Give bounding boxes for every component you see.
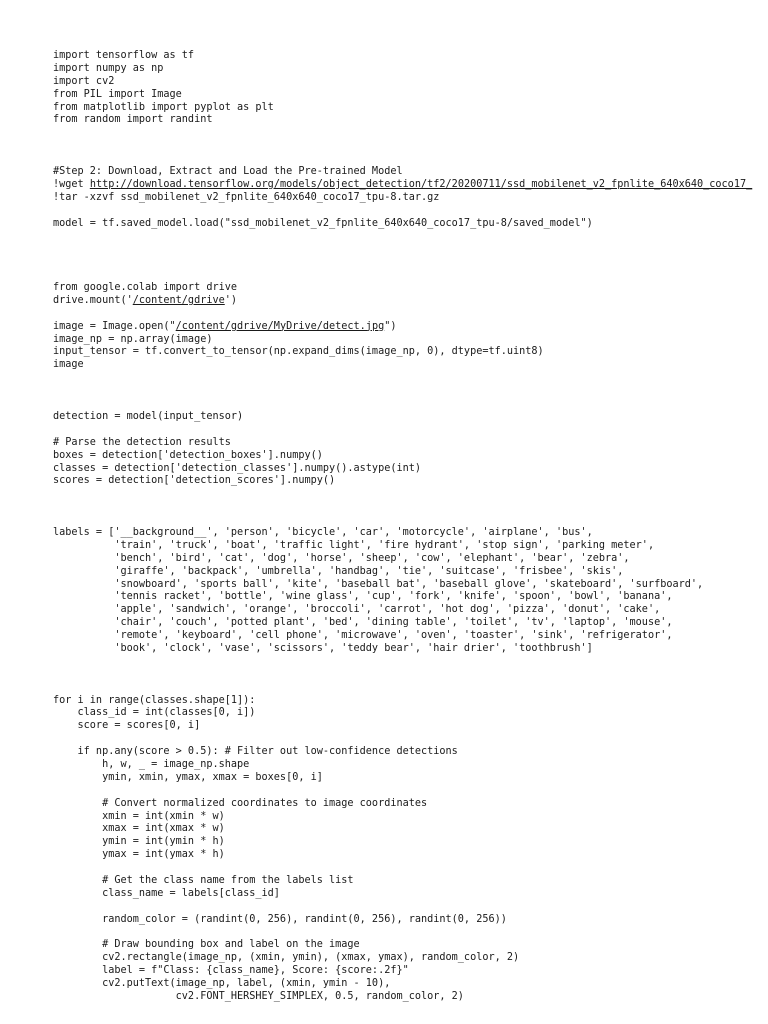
code-text: image (53, 359, 84, 371)
code-line (53, 566, 753, 579)
code-line (53, 695, 753, 708)
code-line (53, 798, 753, 811)
code-line (53, 811, 753, 824)
code-line (53, 630, 753, 643)
code-line (53, 398, 753, 411)
code-line (53, 205, 753, 218)
code-text: # Convert normalized coordinates to image coordinates (53, 797, 428, 809)
code-text: scores = detection['detection_scores'].numpy() (53, 475, 336, 487)
code-link[interactable]: /content/gdrive/MyDrive/detect.jpg (175, 320, 385, 332)
code-text: 'remote', 'keyboard', 'cell phone', 'microwave', 'oven', 'toaster', 'sink', 'refrigerator', (53, 630, 673, 642)
code-line (53, 656, 753, 669)
code-text: random_color = (randint(0, 256), randint(0, 256), randint(0, 256)) (53, 913, 507, 925)
code-line (53, 914, 753, 927)
code-line (53, 901, 753, 914)
code-text: from matplotlib import pyplot as plt (53, 101, 274, 113)
code-text: 'bench', 'bird', 'cat', 'dog', 'horse', 'sheep', 'cow', 'elephant', 'bear', 'zebra', (53, 552, 630, 564)
code-line (53, 192, 753, 205)
code-line (53, 359, 753, 372)
code-line (53, 295, 753, 308)
code-line (53, 179, 753, 192)
code-text: drive.mount(' (53, 294, 133, 306)
code-line (53, 527, 753, 540)
code-line (53, 501, 753, 514)
code-line (53, 321, 753, 334)
code-line (53, 759, 753, 772)
code-line (53, 836, 753, 849)
code-line (53, 140, 753, 153)
code-line (53, 643, 753, 656)
code-line (53, 153, 753, 166)
code-text: ') (224, 294, 238, 306)
code-text: class_id = int(classes[0, i]) (53, 707, 256, 719)
code-line (53, 437, 753, 450)
code-line (53, 604, 753, 617)
code-line (53, 50, 753, 63)
code-line (53, 978, 753, 991)
code-text: 'book', 'clock', 'vase', 'scissors', 'teddy bear', 'hair drier', 'toothbrush'] (53, 642, 593, 654)
code-link[interactable]: /content/gdrive (132, 294, 225, 306)
code-line (53, 720, 753, 733)
code-text: ymax = int(ymax * h) (53, 849, 225, 861)
code-line (53, 269, 753, 282)
code-line (53, 669, 753, 682)
code-line (53, 334, 753, 347)
code-line (53, 218, 753, 231)
code-text: from PIL import Image (53, 88, 182, 100)
code-text: 'apple', 'sandwich', 'orange', 'broccoli', 'carrot', 'hot dog', 'pizza', 'donut', 'cake', (53, 604, 661, 616)
code-text: image_np = np.array(image) (53, 333, 213, 345)
code-line (53, 785, 753, 798)
code-line (53, 939, 753, 952)
code-text: 'snowboard', 'sports ball', 'kite', 'baseball bat', 'baseball glove', 'skateboard', 'surfboard', (53, 578, 704, 590)
code-line (53, 927, 753, 940)
code-line (53, 166, 753, 179)
code-text: if np.any(score > 0.5): # Filter out low-confidence detections (53, 746, 458, 758)
code-line (53, 540, 753, 553)
code-line (53, 114, 753, 127)
code-text: # Draw bounding box and label on the image (53, 939, 360, 951)
code-line (53, 823, 753, 836)
code-line (53, 952, 753, 965)
code-line (53, 89, 753, 102)
code-text: cv2.putText(image_np, label, (xmin, ymin - 10), (53, 978, 391, 990)
code-line (53, 682, 753, 695)
code-line (53, 475, 753, 488)
code-text: h, w, _ = image_np.shape (53, 758, 250, 770)
code-text: 'tennis racket', 'bottle', 'wine glass', 'cup', 'fork', 'knife', 'spoon', 'bowl', 'banana', (53, 591, 673, 603)
code-text: labels = ['__background__', 'person', 'bicycle', 'car', 'motorcycle', 'airplane', 'bus', (53, 526, 593, 538)
code-line (53, 617, 753, 630)
code-line (53, 76, 753, 89)
code-line (53, 707, 753, 720)
code-line (53, 463, 753, 476)
code-text: 'chair', 'couch', 'potted plant', 'bed', 'dining table', 'toilet', 'tv', 'laptop', 'mouse', (53, 617, 673, 629)
code-text: import tensorflow as tf (53, 50, 195, 61)
code-line (53, 488, 753, 501)
code-text: xmax = int(xmax * w) (53, 823, 225, 835)
code-line (53, 450, 753, 463)
code-line (53, 733, 753, 746)
code-line (53, 553, 753, 566)
code-text: score = scores[0, i] (53, 720, 201, 732)
code-line (53, 746, 753, 759)
code-line (53, 991, 753, 1004)
code-text: xmin = int(xmin * w) (53, 810, 225, 822)
code-text: !wget (53, 178, 90, 190)
code-line (53, 282, 753, 295)
code-line (53, 102, 753, 115)
code-line (53, 372, 753, 385)
code-line (53, 346, 753, 359)
code-text: model = tf.saved_model.load("ssd_mobilenet_v2_fpnlite_640x640_coco17_tpu-8/saved_model") (53, 217, 593, 229)
code-line (53, 772, 753, 785)
code-text: import cv2 (53, 75, 115, 87)
code-text: classes = detection['detection_classes'].numpy().astype(int) (53, 462, 422, 474)
code-text: ymin, xmin, ymax, xmax = boxes[0, i] (53, 771, 323, 783)
code-line (53, 888, 753, 901)
code-text: import numpy as np (53, 62, 164, 74)
code-link[interactable]: http://download.tensorflow.org/models/object_detection/tf2/20200711/ssd_mobilenet_v2_fpnlite_640x640_coco17_ (89, 178, 753, 190)
code-text: label = f"Class: {class_name}, Score: {score:.2f}" (53, 965, 409, 977)
code-line (53, 411, 753, 424)
code-text: from google.colab import drive (53, 282, 238, 294)
code-line (53, 862, 753, 875)
code-line (53, 127, 753, 140)
code-text: cv2.rectangle(image_np, (xmin, ymin), (xmax, ymax), random_color, 2) (53, 952, 520, 964)
code-text: #Step 2: Download, Extract and Load the Pre-trained Model (53, 166, 403, 178)
code-document (53, 50, 753, 1004)
code-line (53, 591, 753, 604)
code-text: 'giraffe', 'backpack', 'umbrella', 'handbag', 'tie', 'suitcase', 'frisbee', 'skis', (53, 565, 624, 577)
code-text: 'train', 'truck', 'boat', 'traffic light', 'fire hydrant', 'stop sign', 'parking meter', (53, 539, 655, 551)
code-line (53, 424, 753, 437)
code-line (53, 308, 753, 321)
code-text: detection = model(input_tensor) (53, 410, 244, 422)
code-text: cv2.FONT_HERSHEY_SIMPLEX, 0.5, random_color, 2) (53, 991, 464, 1003)
code-text: from random import randint (53, 114, 213, 126)
code-line (53, 256, 753, 269)
code-text: !tar -xzvf ssd_mobilenet_v2_fpnlite_640x640_coco17_tpu-8.tar.gz (53, 191, 440, 203)
code-line (53, 230, 753, 243)
code-line (53, 243, 753, 256)
code-text: class_name = labels[class_id] (53, 887, 280, 899)
code-text: ymin = int(ymin * h) (53, 836, 225, 848)
code-line (53, 385, 753, 398)
code-text: for i in range(classes.shape[1]): (53, 694, 256, 706)
code-text: image = Image.open(" (53, 320, 176, 332)
code-text: boxes = detection['detection_boxes'].numpy() (53, 449, 323, 461)
code-line (53, 63, 753, 76)
code-text: # Parse the detection results (53, 436, 231, 448)
code-line (53, 579, 753, 592)
code-text: # Get the class name from the labels list (53, 875, 354, 886)
code-text: input_tensor = tf.convert_to_tensor(np.expand_dims(image_np, 0), dtype=tf.uint8) (53, 346, 544, 358)
code-line (53, 514, 753, 527)
code-text: ") (384, 320, 397, 332)
code-line (53, 875, 753, 888)
code-line (53, 965, 753, 978)
code-line (53, 849, 753, 862)
